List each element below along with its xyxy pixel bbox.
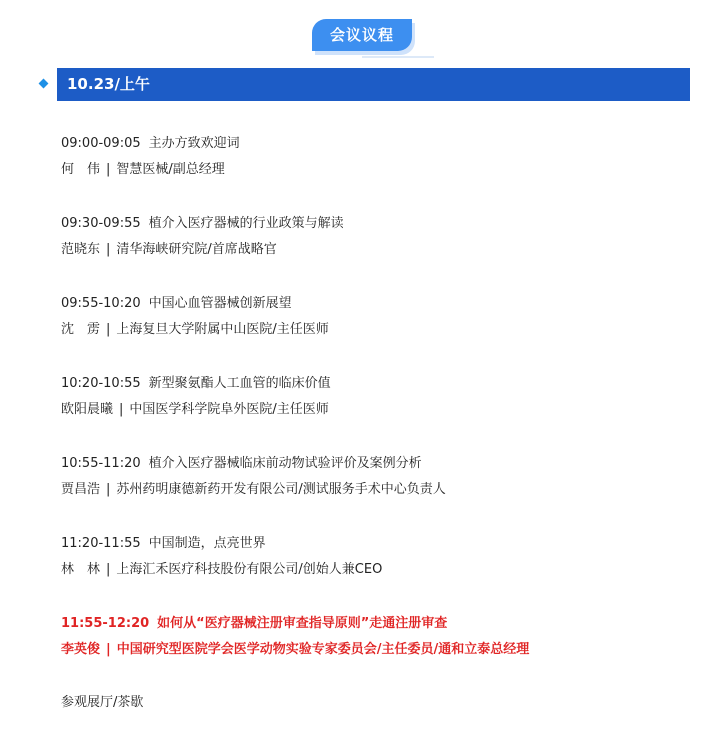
agenda-item-highlighted — [61, 611, 701, 691]
separator: | — [106, 642, 111, 657]
agenda-speaker-line — [61, 557, 701, 583]
page-title: 会议议程 — [312, 19, 412, 51]
agenda-topic-line — [61, 531, 701, 557]
separator: | — [106, 482, 111, 497]
agenda-speaker-line — [61, 237, 701, 263]
agenda-affiliation: 中国医学科学院阜外医院/主任医师 — [129, 402, 329, 417]
agenda-affiliation: 上海复旦大学附属中山医院/主任医师 — [116, 322, 329, 337]
agenda-time: 09:55-10:20 — [61, 296, 141, 311]
separator: | — [106, 162, 111, 177]
title-underline-divider — [362, 56, 434, 58]
agenda-affiliation: 中国研究型医院学会医学动物实验专家委员会/主任委员/通和立泰总经理 — [116, 642, 530, 657]
agenda-item — [61, 531, 701, 611]
title-tab-wrap — [312, 19, 416, 55]
agenda-topic: 新型聚氨酯人工血管的临床价值 — [148, 376, 331, 391]
agenda-topic-line — [61, 451, 701, 477]
agenda-topic: 如何从“医疗器械注册审查指导原则”走通注册审查 — [157, 616, 448, 631]
diamond-icon — [39, 79, 49, 89]
agenda-time: 09:00-09:05 — [61, 136, 141, 151]
agenda-speaker-line — [61, 637, 701, 663]
agenda-speaker-line — [61, 477, 701, 503]
agenda-topic: 中国制造，点亮世界 — [148, 536, 266, 551]
agenda-item — [61, 371, 701, 451]
separator: | — [119, 402, 124, 417]
agenda-speaker-line — [61, 317, 701, 343]
agenda-time: 09:30-09:55 — [61, 216, 141, 231]
agenda-item — [61, 451, 701, 531]
agenda-topic-line — [61, 131, 701, 157]
agenda-topic: 中国心血管器械创新展望 — [148, 296, 292, 311]
agenda-affiliation: 上海汇禾医疗科技股份有限公司/创始人兼CEO — [116, 562, 383, 577]
agenda-item — [61, 211, 701, 291]
agenda-speaker: 李英俊 — [61, 642, 101, 657]
day-header: 10.23/上午 — [57, 68, 690, 101]
agenda-speaker: 范晓东 — [61, 242, 101, 257]
agenda-speaker: 林 林 — [61, 562, 101, 577]
agenda-topic-line — [61, 291, 701, 317]
agenda-speaker: 何 伟 — [61, 162, 101, 177]
agenda-speaker: 贾昌浩 — [61, 482, 101, 497]
agenda-topic: 主办方致欢迎词 — [148, 136, 240, 151]
agenda-speaker: 欧阳晨曦 — [61, 402, 114, 417]
agenda-item — [61, 291, 701, 371]
agenda-topic-line — [61, 371, 701, 397]
separator: | — [106, 322, 111, 337]
agenda-affiliation: 清华海峡研究院/首席战略官 — [116, 242, 277, 257]
separator: | — [106, 562, 111, 577]
agenda-affiliation: 苏州药明康德新药开发有限公司/测试服务手术中心负责人 — [116, 482, 446, 497]
agenda-item — [61, 131, 701, 211]
agenda-affiliation: 智慧医械/副总经理 — [116, 162, 225, 177]
agenda-topic: 植介入医疗器械临床前动物试验评价及案例分析 — [148, 456, 422, 471]
agenda-speaker-line — [61, 397, 701, 423]
agenda-list — [61, 131, 701, 691]
agenda-speaker-line — [61, 157, 701, 183]
separator: | — [106, 242, 111, 257]
agenda-time: 11:55-12:20 — [61, 616, 150, 631]
break-note: 参观展厅/茶歇 — [61, 695, 144, 710]
agenda-time: 10:20-10:55 — [61, 376, 141, 391]
agenda-time: 11:20-11:55 — [61, 536, 141, 551]
agenda-topic-line — [61, 611, 701, 637]
agenda-speaker: 沈 雳 — [61, 322, 101, 337]
agenda-time: 10:55-11:20 — [61, 456, 141, 471]
agenda-topic: 植介入医疗器械的行业政策与解读 — [148, 216, 344, 231]
agenda-topic-line — [61, 211, 701, 237]
